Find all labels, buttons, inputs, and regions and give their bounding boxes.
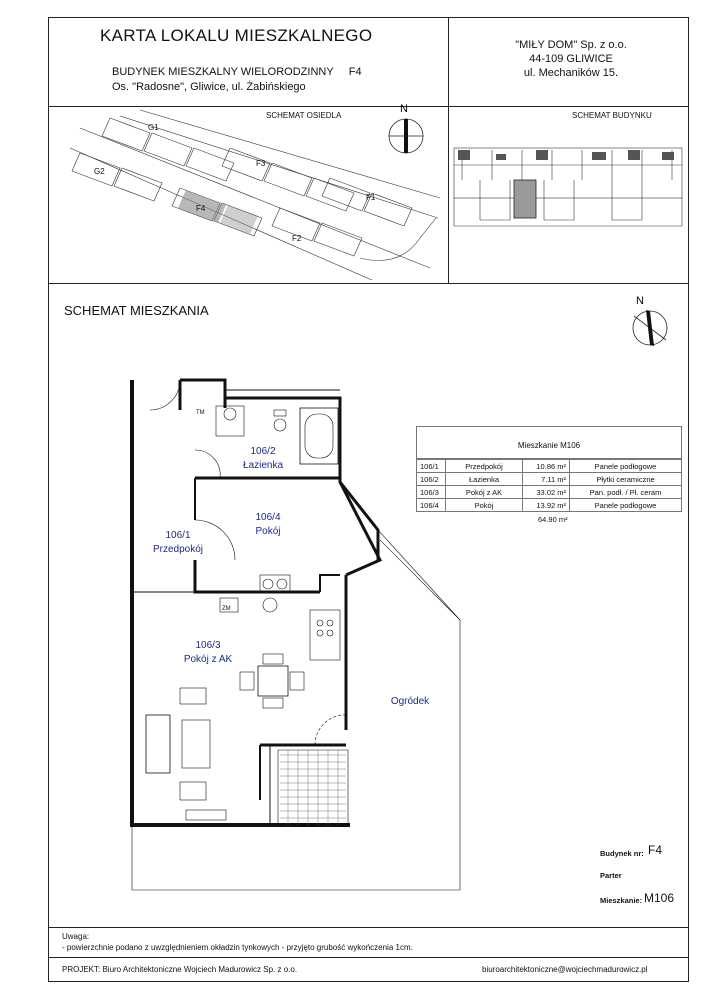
- building-nr-label: Budynek nr:: [600, 849, 644, 858]
- room-name: Łazienka: [242, 460, 284, 471]
- table-title: Mieszkanie M106: [517, 441, 581, 450]
- building-name: BUDYNEK MIESZKALNY WIELORODZINNY: [112, 66, 334, 78]
- cell-floor: Panele podłogowe: [570, 460, 682, 473]
- apartment-scheme-label: SCHEMAT MIESZKANIA: [64, 303, 209, 318]
- room-number: 106/2: [250, 446, 276, 457]
- company-city: 44-109 GLIWICE: [529, 53, 613, 65]
- company-info: [476, 38, 666, 80]
- cell-num: 106/3: [417, 486, 446, 499]
- address: Os. "Radosne", Gliwice, ul. Żabińskiego: [112, 81, 306, 93]
- divider: [48, 283, 689, 284]
- project-credit: PROJEKT: Biuro Architektoniczne Wojciech Madurowicz Sp. z o.o.: [62, 965, 298, 974]
- rooms-table: [416, 459, 682, 512]
- building-scheme-label: SCHEMAT BUDYNKU: [572, 111, 652, 120]
- cell-area: 10.86 m²: [523, 460, 570, 473]
- table-row: [417, 486, 682, 499]
- total-area: 64.90 m²: [538, 515, 568, 524]
- estate-label: G1: [148, 123, 159, 132]
- building-code: F4: [348, 66, 362, 78]
- apartment-value: M106: [644, 891, 675, 905]
- apartment-label: Mieszkanie:: [600, 896, 643, 905]
- cell-name: Łazienka: [446, 473, 523, 486]
- table-row: [417, 460, 682, 473]
- estate-scheme-label: SCHEMAT OSIEDLA: [266, 111, 342, 120]
- divider: [448, 17, 449, 283]
- notes-heading: Uwaga:: [62, 932, 90, 941]
- notes-text: - powierzchnie podano z uwzględnieniem okładzin tynkowych - przyjęto grubość wykończenia 1cm.: [62, 943, 413, 952]
- room-number: 106/3: [195, 640, 221, 651]
- building-scheme: [452, 140, 686, 234]
- building-nr-value: F4: [648, 843, 663, 857]
- cell-area: 13.92 m²: [523, 499, 570, 512]
- cell-floor: Panele podłogowe: [570, 499, 682, 512]
- email: biuroarchitektoniczne@wojciechmadurowicz.pl: [482, 965, 648, 974]
- company-street: ul. Mechaników 15.: [523, 67, 619, 79]
- estate-label: F2: [292, 234, 302, 243]
- north-arrow: [386, 100, 434, 160]
- cell-name: Pokój z AK: [446, 486, 523, 499]
- cell-num: 106/2: [417, 473, 446, 486]
- tm-label: TM: [196, 410, 205, 416]
- room-number: 106/1: [165, 530, 191, 541]
- company-name: "MIŁY DOM" Sp. z o.o.: [515, 39, 627, 51]
- page-title: KARTA LOKALU MIESZKALNEGO: [100, 26, 373, 45]
- estate-label: F1: [366, 193, 376, 202]
- room-name: Pokój: [255, 526, 281, 537]
- cell-floor: Pan. podł. / Pł. ceram: [570, 486, 682, 499]
- room-name: Pokój z AK: [183, 654, 233, 665]
- cell-area: 7.11 m²: [523, 473, 570, 486]
- cell-num: 106/4: [417, 499, 446, 512]
- room-number: 106/4: [255, 512, 281, 523]
- north-arrow: [626, 290, 674, 354]
- highlighted-unit: [514, 180, 536, 218]
- north-label: N: [400, 103, 408, 115]
- table-row: [417, 499, 682, 512]
- divider: [48, 927, 689, 928]
- cell-name: Przedpokój: [446, 460, 523, 473]
- cell-name: Pokój: [446, 499, 523, 512]
- estate-label: F3: [256, 159, 266, 168]
- garden-label: Ogródek: [390, 696, 430, 707]
- divider: [48, 957, 689, 958]
- zm-label: ZM: [222, 606, 231, 612]
- table-header: [416, 426, 682, 459]
- divider: [48, 106, 689, 107]
- north-label: N: [636, 295, 644, 307]
- table-row: [417, 473, 682, 486]
- cell-num: 106/1: [417, 460, 446, 473]
- building-label: [112, 66, 362, 78]
- floor-label: Parter: [600, 871, 622, 880]
- room-name: Przedpokój: [152, 544, 204, 555]
- cell-area: 33.02 m²: [523, 486, 570, 499]
- estate-label: G2: [94, 167, 105, 176]
- estate-label: F4: [196, 204, 206, 213]
- cell-floor: Płytki ceramiczne: [570, 473, 682, 486]
